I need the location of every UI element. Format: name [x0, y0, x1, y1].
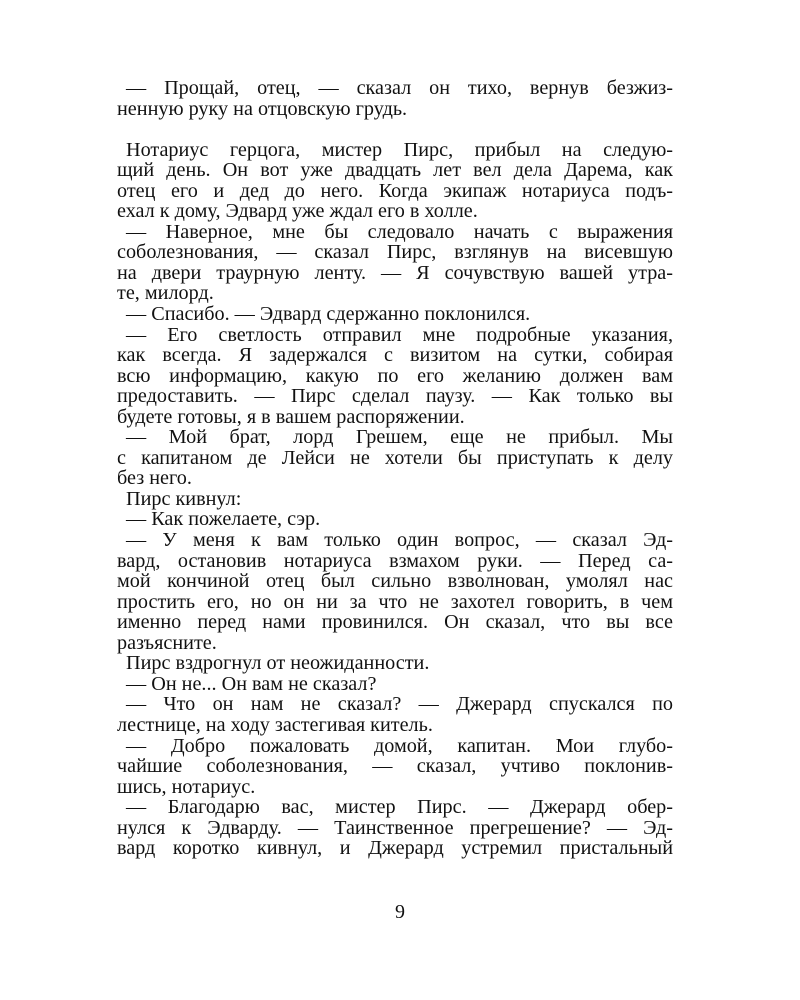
text-line: — Как пожелаете, сэр. [126, 508, 321, 531]
text-line: ненную руку на отцовскую грудь. [117, 97, 408, 120]
text-line: — Благодарю вас, мистер Пирс. — Джерард обер- [126, 796, 673, 819]
text-line: всю информацию, какую по его желанию должен вам [117, 364, 673, 387]
body-text [117, 78, 673, 859]
text-line: именно перед нами провинился. Он сказал, что вы все [117, 611, 673, 634]
text-line: — Мой брат, лорд Грешем, еще не прибыл. Мы [126, 426, 673, 449]
text-line: ехал к дому, Эдвард уже ждал его в холле. [117, 200, 478, 223]
text-line: соболезнования, — сказал Пирс, взглянув на висевшую [117, 241, 673, 264]
text-line: вард коротко кивнул, и Джерард устремил пристальный [117, 837, 673, 860]
text-line: шись, нотариус. [117, 775, 256, 798]
text-line: — Его светлость отправил мне подробные указания, [126, 323, 673, 346]
text-line: на двери траурную ленту. — Я сочувствую вашей утра- [117, 261, 673, 284]
text-line: щий день. Он вот уже двадцать лет вел дела Дарема, как [117, 159, 673, 182]
text-line: простить его, но он ни за что не захотел говорить, в чем [117, 590, 673, 613]
text-line: отец его и дед до него. Когда экипаж нотариуса подъ- [117, 179, 673, 202]
blank-line [117, 119, 673, 140]
text-line: вард, остановив нотариуса взмахом руки. — Перед са- [117, 549, 673, 572]
text-line: Нотариус герцога, мистер Пирс, прибыл на следую- [126, 138, 673, 161]
text-line: те, милорд. [117, 282, 214, 305]
text-line: с капитаном де Лейси не хотели бы приступать к делу [117, 446, 673, 469]
text-line: Пирс кивнул: [126, 487, 242, 510]
text-line: чайшие соболезнования, — сказал, учтиво поклонив- [117, 755, 673, 778]
text-line: будете готовы, я в вашем распоряжении. [117, 405, 465, 428]
text-line: мой кончиной отец был сильно взволнован, умолял нас [117, 570, 673, 593]
text-line: лестнице, на ходу застегивая китель. [117, 713, 433, 736]
text-line: — Что он нам не сказал? — Джерард спускался по [126, 693, 673, 716]
text-line: — Наверное, мне бы следовало начать с выражения [126, 220, 673, 243]
text-line: — Спасибо. — Эдвард сдержанно поклонился. [126, 303, 531, 326]
text-line: разъясните. [117, 631, 217, 654]
text-line: Пирс вздрогнул от неожиданности. [126, 652, 430, 675]
text-line: предоставить. — Пирс сделал паузу. — Как только вы [117, 385, 673, 408]
page-number: 9 [395, 901, 405, 923]
text-line: нулся к Эдварду. — Таинственное прегрешение? — Эд- [117, 816, 673, 839]
text-line: — У меня к вам только один вопрос, — сказал Эд- [126, 529, 673, 552]
text-line: без него. [117, 467, 192, 490]
text-line: — Прощай, отец, — сказал он тихо, вернув безжиз- [126, 77, 673, 99]
text-line: как всегда. Я задержался с визитом на сутки, собирая [117, 344, 673, 367]
text-line: — Он не... Он вам не сказал? [126, 672, 377, 695]
text-line: — Добро пожаловать домой, капитан. Мои глубо- [126, 734, 673, 757]
